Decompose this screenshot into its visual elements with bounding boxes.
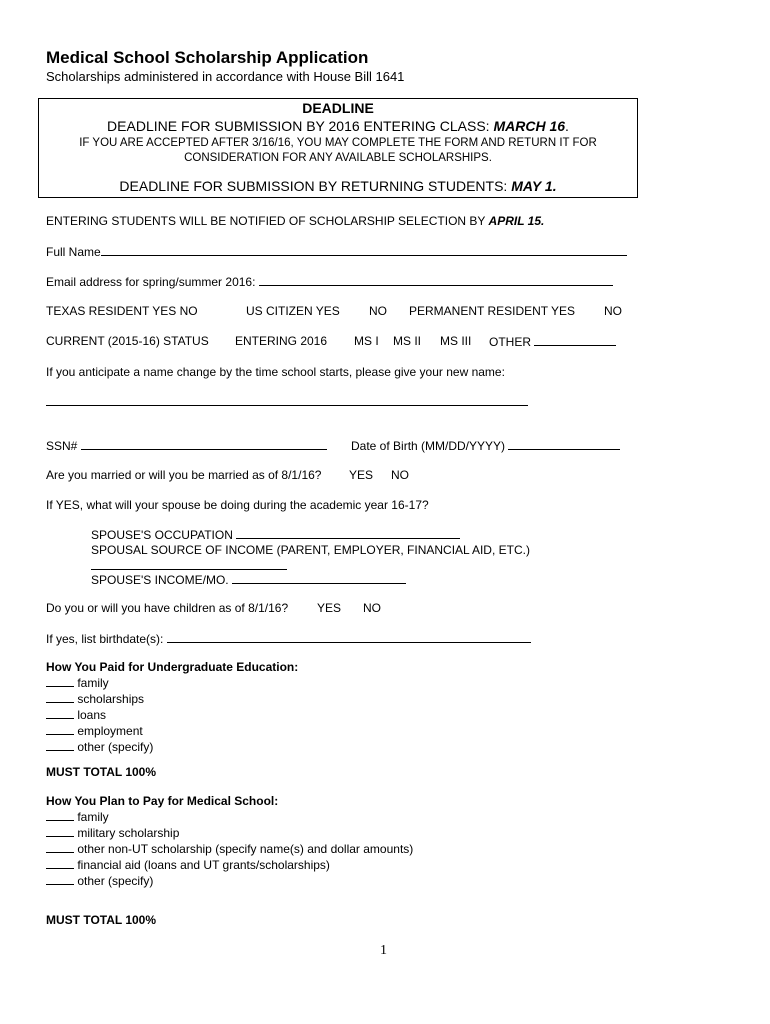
- ssn-row: [46, 438, 327, 453]
- birthdates-row: [46, 631, 531, 646]
- list-item: [46, 857, 413, 873]
- dob-field[interactable]: [508, 438, 620, 450]
- status-ms1[interactable]: MS I: [354, 334, 379, 348]
- entering-deadline-text: DEADLINE FOR SUBMISSION BY 2016 ENTERING CLASS:: [107, 118, 490, 134]
- page-subtitle: Scholarships administered in accordance with House Bill 1641: [46, 69, 405, 84]
- item-label: military scholarship: [77, 826, 180, 840]
- spouse-occupation-label: SPOUSE'S OCCUPATION: [91, 528, 233, 542]
- blank-field[interactable]: [46, 691, 74, 703]
- blank-field[interactable]: [46, 809, 74, 821]
- blank-field[interactable]: [46, 723, 74, 735]
- status-other-field[interactable]: [534, 334, 616, 346]
- item-label: loans: [77, 708, 107, 722]
- status-entering[interactable]: ENTERING 2016: [235, 334, 328, 348]
- undergrad-heading: How You Paid for Undergraduate Education:: [46, 660, 299, 674]
- list-item: [46, 723, 153, 739]
- children-label: Do you or will you have children as of 8/1/16?: [46, 601, 289, 615]
- item-label: family: [77, 676, 109, 690]
- deadline-heading: DEADLINE: [302, 100, 374, 116]
- blank-field[interactable]: [46, 825, 74, 837]
- list-item: [46, 873, 413, 889]
- ssn-field[interactable]: [81, 438, 327, 450]
- spouse-income-row: [91, 572, 406, 587]
- notification-notice: [46, 214, 544, 228]
- page-number: 1: [380, 943, 387, 958]
- entering-deadline-period: .: [565, 118, 569, 134]
- list-item: [46, 707, 153, 723]
- us-citizen[interactable]: US CITIZEN YES: [246, 304, 340, 318]
- spouse-question: If YES, what will your spouse be doing during the academic year 16-17?: [46, 498, 429, 512]
- blank-field[interactable]: [46, 675, 74, 687]
- medschool-total: MUST TOTAL 100%: [46, 913, 157, 927]
- us-citizen-no[interactable]: NO: [369, 304, 387, 318]
- birthdates-label: If yes, list birthdate(s):: [46, 632, 164, 646]
- dob-row: [351, 438, 620, 453]
- married-label: Are you married or will you be married as of 8/1/16?: [46, 468, 322, 482]
- ssn-label: SSN#: [46, 439, 78, 453]
- full-name-field[interactable]: [101, 244, 627, 256]
- blank-field[interactable]: [46, 841, 74, 853]
- notification-date: APRIL 15.: [488, 214, 545, 228]
- blank-field[interactable]: [46, 873, 74, 885]
- blank-field[interactable]: [46, 739, 74, 751]
- current-status-label: CURRENT (2015-16) STATUS: [46, 334, 209, 348]
- status-ms3[interactable]: MS III: [440, 334, 472, 348]
- returning-deadline-date: MAY 1.: [511, 178, 557, 194]
- undergrad-list: [46, 675, 153, 755]
- list-item: [46, 675, 153, 691]
- new-name-field[interactable]: [46, 395, 528, 406]
- list-item: [46, 841, 413, 857]
- returning-deadline-text: DEADLINE FOR SUBMISSION BY RETURNING STUDENTS:: [119, 178, 508, 194]
- children-yes[interactable]: YES: [317, 601, 342, 615]
- dob-label: Date of Birth (MM/DD/YYYY): [351, 439, 506, 453]
- married-no[interactable]: NO: [391, 468, 409, 482]
- page-title: Medical School Scholarship Application: [46, 48, 369, 67]
- email-row: [46, 274, 613, 289]
- texas-resident[interactable]: TEXAS RESIDENT YES NO: [46, 304, 198, 318]
- spousal-source-field[interactable]: [91, 559, 287, 570]
- returning-deadline: [38, 178, 638, 194]
- item-label: scholarships: [77, 692, 145, 706]
- email-label: Email address for spring/summer 2016:: [46, 275, 256, 289]
- entering-deadline-date: MARCH 16: [493, 118, 566, 134]
- full-name-label: Full Name: [46, 245, 101, 259]
- spousal-source-label: SPOUSAL SOURCE OF INCOME (PARENT, EMPLOYER, FINANCIAL AID, ETC.): [91, 543, 530, 557]
- list-item: [46, 691, 153, 707]
- deadline-note-line1: IF YOU ARE ACCEPTED AFTER 3/16/16, YOU MAY COMPLETE THE FORM AND RETURN IT FOR: [79, 137, 597, 149]
- email-field[interactable]: [259, 274, 613, 286]
- status-other-row: [489, 334, 616, 349]
- spouse-occupation-row: [91, 527, 460, 542]
- birthdates-field[interactable]: [167, 631, 531, 643]
- married-yes[interactable]: YES: [349, 468, 374, 482]
- spouse-occupation-field[interactable]: [236, 527, 460, 539]
- permanent-resident[interactable]: PERMANENT RESIDENT YES: [409, 304, 576, 318]
- children-no[interactable]: NO: [363, 601, 381, 615]
- item-label: other non-UT scholarship (specify name(s) and dollar amounts): [77, 842, 414, 856]
- item-label: financial aid (loans and UT grants/scholarships): [77, 858, 330, 872]
- status-other[interactable]: OTHER: [489, 335, 531, 349]
- spouse-income-field[interactable]: [232, 572, 406, 584]
- permanent-resident-no[interactable]: NO: [604, 304, 622, 318]
- status-ms2[interactable]: MS II: [393, 334, 422, 348]
- blank-field[interactable]: [46, 857, 74, 869]
- entering-deadline: [38, 118, 638, 134]
- list-item: [46, 739, 153, 755]
- medschool-heading: How You Plan to Pay for Medical School:: [46, 794, 279, 808]
- full-name-row: [46, 244, 627, 259]
- medschool-list: [46, 809, 413, 889]
- spouse-income-label: SPOUSE'S INCOME/MO.: [91, 573, 229, 587]
- undergrad-total: MUST TOTAL 100%: [46, 765, 157, 779]
- item-label: employment: [77, 724, 143, 738]
- list-item: [46, 809, 413, 825]
- deadline-note-line2: CONSIDERATION FOR ANY AVAILABLE SCHOLARSHIPS.: [184, 152, 492, 164]
- name-change-label: If you anticipate a name change by the time school starts, please give your new name:: [46, 365, 505, 379]
- blank-field[interactable]: [46, 707, 74, 719]
- list-item: [46, 825, 413, 841]
- item-label: family: [77, 810, 109, 824]
- item-label: other (specify): [77, 874, 154, 888]
- item-label: other (specify): [77, 740, 154, 754]
- notification-text: ENTERING STUDENTS WILL BE NOTIFIED OF SCHOLARSHIP SELECTION BY: [46, 214, 486, 228]
